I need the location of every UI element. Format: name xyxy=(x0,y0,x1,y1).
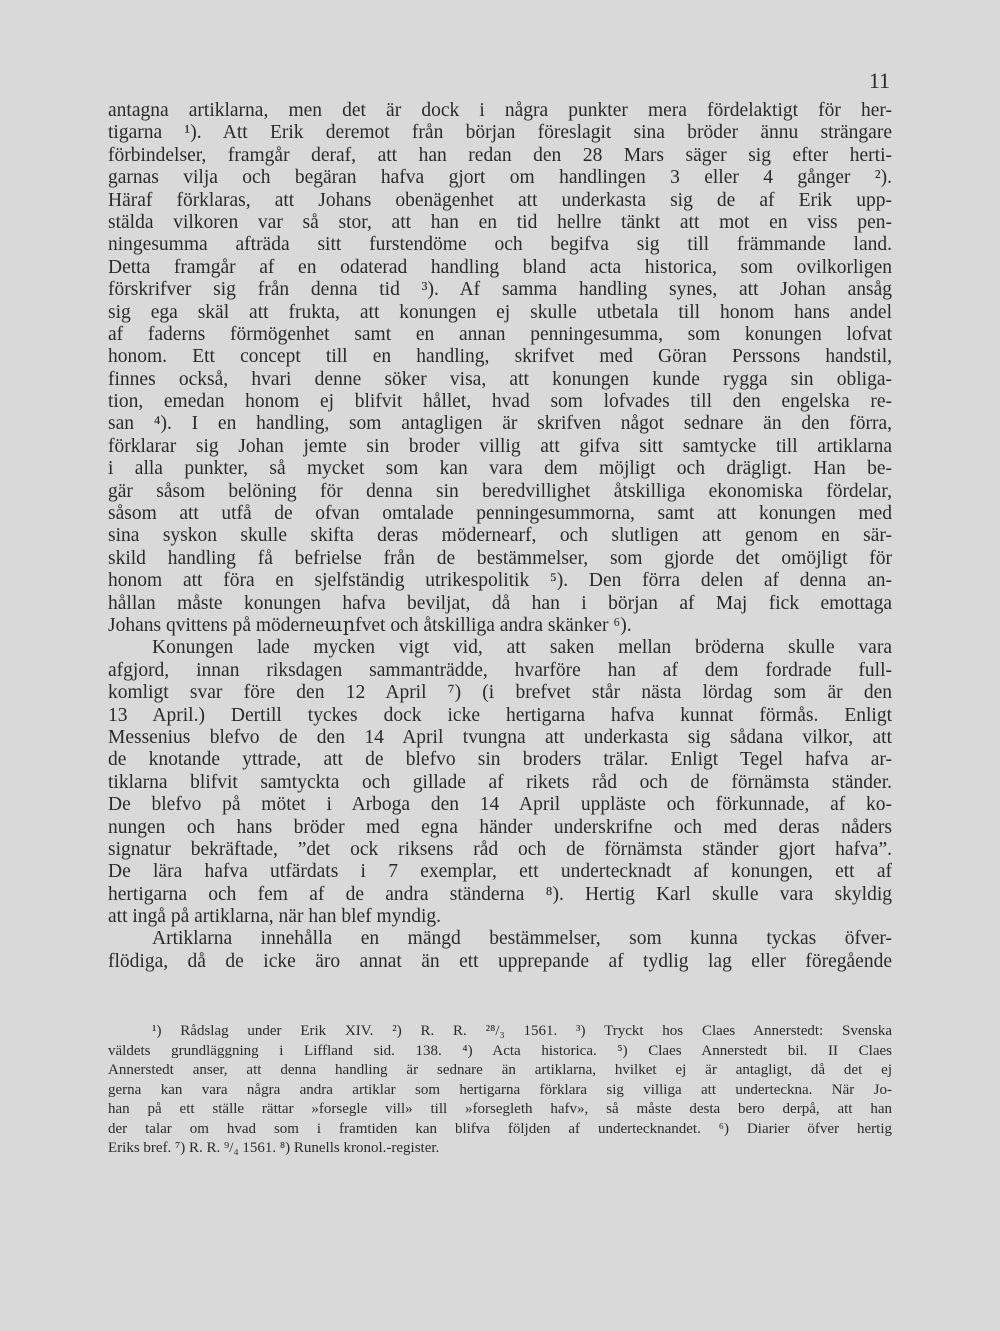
text-line: honom att föra en sjelfständig utrikespolitik ⁵). Den förra delen af denna an- xyxy=(108,570,892,592)
text-line: stälda vilkoren var så stor, att han en tid hellre tänkt att mot en viss pen- xyxy=(108,211,892,233)
footnotes xyxy=(108,1022,892,1159)
main-text xyxy=(108,100,892,973)
text-line: garnas vilja och begäran hafva gjort om handlingen 3 eller 4 gånger ²). xyxy=(108,167,892,189)
text-line: sina syskon skulle skifta deras mödernearf, och slutligen att genom en sär- xyxy=(108,525,892,547)
text-line: såsom att utfå de ofvan omtalade penningesummorna, samt att konungen med xyxy=(108,503,892,525)
text-line: att ingå på artiklarna, när han blef myndig. xyxy=(108,906,442,928)
text-line: tigarna ¹). Att Erik deremot från början föreslagit sina bröder ännu strängare xyxy=(108,122,892,144)
text-line: tion, emedan honom ej blifvit hållet, hvad som lofvades till den engelska re- xyxy=(108,391,892,413)
page-number: 11 xyxy=(868,68,890,93)
text-line: De lära hafva utfärdats i 7 exemplar, ett undertecknadt af konungen, ett af xyxy=(108,861,892,883)
text-line: förbindelser, framgår deraf, att han redan den 28 Mars säger sig efter herti- xyxy=(108,144,892,166)
text-line: Detta framgår af en odaterad handling bland acta historica, som ovilkorligen xyxy=(108,256,892,278)
footnote-line: väldets grundläggning i Liffland sid. 138. ⁴) Acta historica. ⁵) Claes Annerstedt bil. II Claes xyxy=(108,1042,892,1059)
text-line: Messenius blefvo de den 14 April tvungna att underkasta sig sådana vilkor, att xyxy=(108,726,892,748)
text-line: de knotande yttrade, att de blefvo sin broders trälar. Enligt Tegel hafva ar- xyxy=(108,749,892,771)
text-line: tiklarna blifvit samtyckta och gillade af rikets råd och de förnämsta ständer. xyxy=(108,771,892,793)
text-line: flödiga, då de icke äro annat än ett upprepande af tydlig lag eller föregående xyxy=(108,950,892,972)
text-line: hertigarna och fem af de andra ständerna ⁸). Hertig Karl skulle vara skyldig xyxy=(108,883,892,905)
footnote-line: Eriks bref. ⁷) R. R. ⁹/₄ 1561. ⁸) Runells kronol.-register. xyxy=(108,1140,440,1156)
text-line: Häraf förklaras, att Johans obenägenhet att underkasta sig de af Erik upp- xyxy=(108,189,892,211)
text-line: 13 April.) Dertill tyckes dock icke hertigarna hafva kunnat förmås. Enligt xyxy=(108,704,892,726)
text-line: honom. Ett concept till en handling, skrifvet med Göran Perssons handstil, xyxy=(108,346,892,368)
text-line: De blefvo på mötet i Arboga den 14 April uppläste och förkunnade, af ko- xyxy=(108,794,892,816)
text-line: antagna artiklarna, men det är dock i några punkter mera fördelaktigt för her- xyxy=(108,100,892,121)
footnote-line: der talar om hvad som i framtiden kan blifva följden af undertecknandet. ⁶) Diarier öfver hertig xyxy=(108,1120,892,1137)
text-line: förklarar sig Johan jemte sin broder villig att gifva sitt samtycke till artiklarna xyxy=(108,435,892,457)
text-line: Konungen lade mycken vigt vid, att saken mellan bröderna skulle vara xyxy=(152,637,892,659)
text-line: komligt svar före den 12 April ⁷) (i brefvet står nästa lördag som är den xyxy=(108,682,892,704)
text-line: af faderns förmögenhet samt en annan penningesumma, som konungen lofvat xyxy=(108,323,892,345)
text-line: Johans qvittens på möderneարfvet och åtskilliga andra skänker ⁶). xyxy=(108,614,632,636)
text-line: förskrifver sig från denna tid ³). Af samma handling synes, att Johan ansåg xyxy=(108,279,892,301)
text-line: gär såsom belöning för denna sin beredvillighet åtskilliga ekonomiska fördelar, xyxy=(108,480,892,502)
footnote-line: ¹) Rådslag under Erik XIV. ²) R. R. ²⁸/₃ 1561. ³) Tryckt hos Claes Annerstedt: Svenska xyxy=(152,1023,892,1039)
footnote-line: gerna kan vara några andra artiklar som hertigarna förklara sig villiga att underteckna. När Jo- xyxy=(108,1081,892,1098)
footnote-line: Annerstedt anser, att denna handling är sednare än artiklarna, hvilket ej är antagligt, då det ej xyxy=(108,1062,892,1078)
text-line: signatur bekräftade, ”det ock riksens råd och de förnämsta ständer gjort hafva”. xyxy=(108,838,892,860)
text-line: skild handling få befrielse från de bestämmelser, som gjorde det omöjligt för xyxy=(108,547,892,569)
text-line: hållan måste konungen hafva beviljat, då han i början af Maj fick emottaga xyxy=(108,592,892,614)
text-line: Artiklarna innehålla en mängd bestämmelser, som kunna tyckas öfver- xyxy=(152,928,892,950)
text-line: ningesumma afträda sitt furstendöme och begifva sig till främmande land. xyxy=(108,234,892,256)
footnote-line: han på ett ställe rättar »forsegle vill» till »forsegleth hafv», så måste desta bero derpå, att han xyxy=(108,1101,892,1117)
text-line: nungen och hans bröder med egna händer underskrifne och med deras nåders xyxy=(108,816,892,838)
text-line: finnes också, hvari denne söker visa, att konungen kunde rygga sin obliga- xyxy=(108,368,892,390)
text-line: sig ega skäl att frukta, att konungen ej skulle utbetala till honom hans andel xyxy=(108,301,892,323)
text-line: san ⁴). I en handling, som antagligen är skrifven något sednare än den förra, xyxy=(108,413,892,435)
text-line: i alla punkter, så mycket som kan vara dem möjligt och drägligt. Han be- xyxy=(108,458,892,480)
text-line: afgjord, innan riksdagen sammanträdde, hvarföre han af dem fordrade full- xyxy=(108,659,892,681)
